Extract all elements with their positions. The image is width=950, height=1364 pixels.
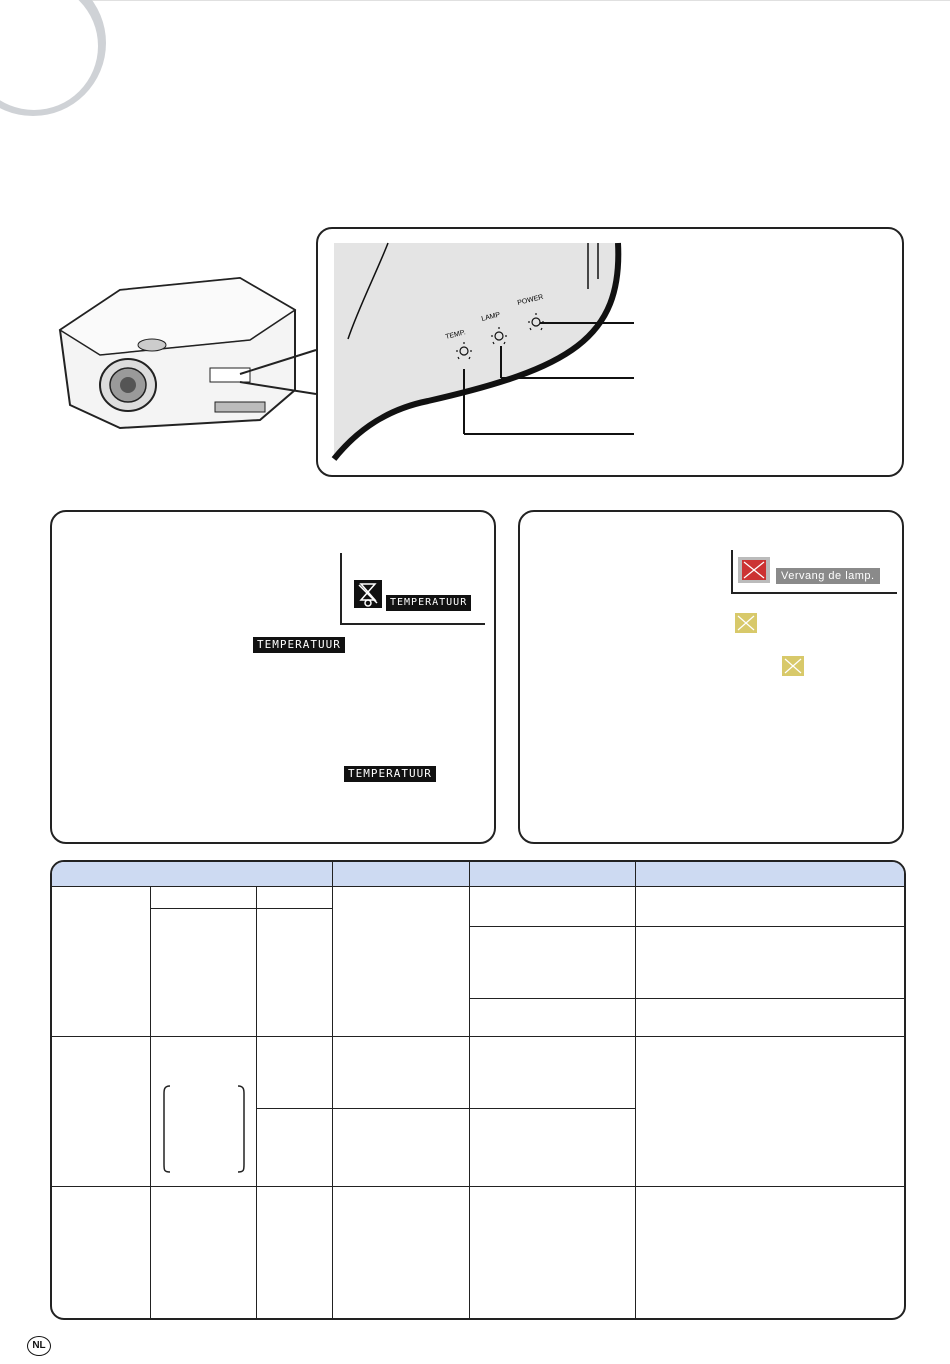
indicator-closeup <box>318 229 898 471</box>
lamp-indicator-label: LAMP <box>480 311 501 323</box>
projector-illustration <box>40 270 330 440</box>
lamp-yellow-icon-2 <box>782 656 804 676</box>
temp-indicator-label: TEMP. <box>444 329 467 341</box>
language-badge: NL <box>27 1336 51 1356</box>
lamp-yellow-icon-1 <box>735 613 757 633</box>
row-line-group-2 <box>52 1186 904 1187</box>
col-divider-5 <box>635 862 636 1318</box>
indicator-status-table <box>50 860 906 1320</box>
row-line-a <box>469 926 904 927</box>
row-subline-1 <box>150 908 332 909</box>
group-bracket <box>160 1084 248 1176</box>
row-line-c <box>256 1108 635 1109</box>
osd-frame-left <box>340 553 342 625</box>
table-header-row <box>52 862 904 887</box>
power-indicator-label: POWER <box>516 293 545 307</box>
lamp-replace-icon <box>738 557 770 583</box>
osd-frame-bottom <box>340 623 485 625</box>
lamp-osd-message: Vervang de lamp. <box>776 568 880 584</box>
temperature-osd-small: TEMPERATUUR <box>386 595 471 611</box>
temperature-osd-inline-2: TEMPERATUUR <box>344 766 436 782</box>
header-rule <box>0 0 950 1</box>
col-divider-2 <box>256 886 257 1318</box>
temperature-warning-box <box>50 510 496 844</box>
row-line-b <box>469 998 904 999</box>
temperature-icon <box>354 580 382 608</box>
col-divider-4 <box>469 862 470 1318</box>
col-divider-3 <box>332 862 333 1318</box>
lamp-warning-box <box>518 510 904 844</box>
row-line-group-1 <box>52 1036 904 1037</box>
col-divider-1 <box>150 886 151 1318</box>
lamp-osd-frame-bottom <box>731 592 897 594</box>
lamp-osd-frame-left <box>731 550 733 594</box>
temperature-osd-inline-1: TEMPERATUUR <box>253 637 345 653</box>
